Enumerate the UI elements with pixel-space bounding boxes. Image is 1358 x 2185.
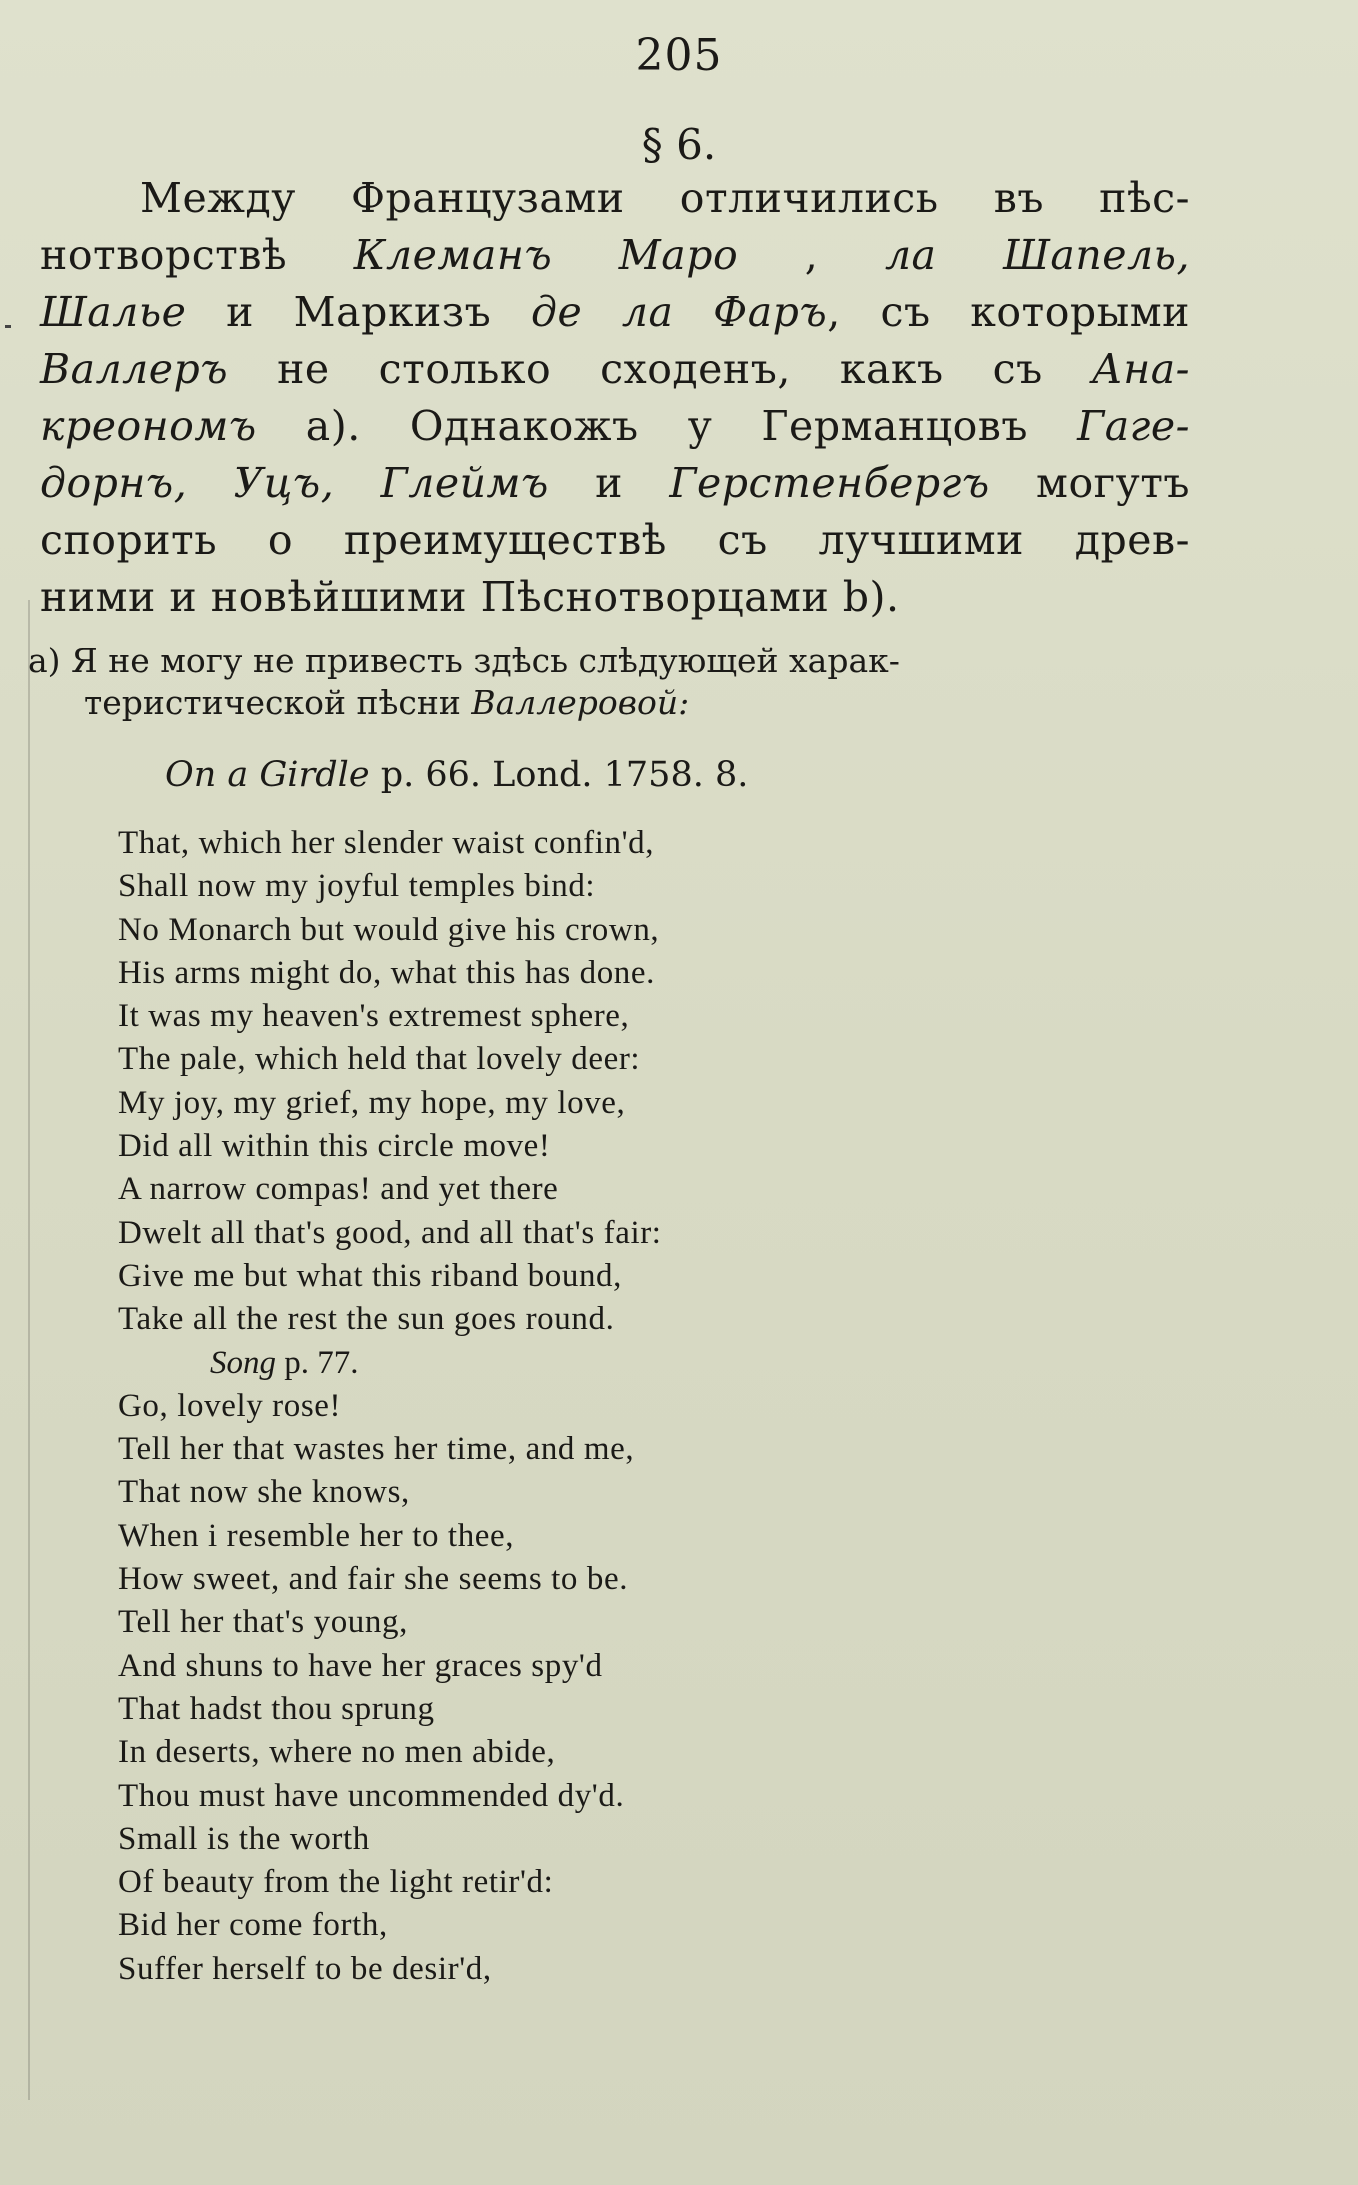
poem-line: Dwelt all that's good, and all that's fair: [118,1214,662,1251]
poem-line: That, which her slender waist confin'd, [118,825,655,861]
footnote-text-1: Я не могу не привесть здѣсь слѣдующей харак- [71,641,900,680]
italic-name: дорнъ, Уцъ, Глеймъ [40,459,549,507]
poem-line: When i resemble her to thee, [118,1517,515,1554]
main-text-line [40,227,1190,284]
footnote-author: Валлеровой: [471,683,690,722]
main-text-line [40,455,1190,512]
poem-line: Bid her come forth, [118,1907,388,1944]
poem-line: Give me but what this riband bound, [118,1257,623,1294]
poem-line: And shuns to have her graces spy'd [118,1647,603,1684]
italic-name: Валлеръ [40,345,229,393]
song-heading [118,1342,662,1385]
text-run: и Маркизъ [186,288,531,336]
poem-line: Tell her that wastes her time, and me, [118,1431,635,1468]
footnote-line-2 [28,682,1188,724]
text-run: , съ которыми [827,288,1191,336]
text-run: и [548,459,670,507]
footnote [28,640,1188,724]
text-run: нотворствѣ [40,231,354,279]
italic-name: Гаге- [1077,402,1190,450]
text-run: а). Однакожъ у Германцовъ [256,402,1078,450]
poem-line: Go, lovely rose! [118,1387,342,1424]
poem-line: My joy, my grief, my hope, my love, [118,1084,626,1121]
song-title: Song [210,1344,276,1381]
text-run: ними и новѣйшими Пѣснотворцами b). [40,573,900,621]
page-number: 205 [635,30,723,81]
poem-line: Take all the rest the sun goes round. [118,1301,615,1338]
poem-line: That hadst thou sprung [118,1690,435,1727]
italic-name: Ана- [1091,345,1190,393]
poem-line: How sweet, and fair she seems to be. [118,1561,629,1598]
section-heading: § 6. [641,120,717,169]
text-run: Между Французами отличились въ пѣс- [140,174,1190,222]
poem-heading [165,755,748,795]
poem-line: The pale, which held that lovely deer: [118,1041,641,1078]
main-text-line [40,341,1190,398]
main-text-line [40,569,1190,626]
italic-name: креономъ [40,402,257,450]
main-text-line [40,512,1190,569]
italic-name: Шалье [40,288,187,336]
footnote-text-2: теристической пѣсни [84,683,472,722]
poem-title: On a Girdle [165,755,370,795]
text-run: , [738,231,885,279]
poem-line: Suffer herself to be desir'd, [118,1950,492,1987]
italic-name: Клеманъ Маро [353,231,739,279]
footnote-line-1 [28,640,1188,682]
text-run: спорить о преимуществѣ съ лучшими древ- [40,516,1190,564]
footnote-marker: a) [28,641,61,680]
italic-name: де ла Фаръ [530,288,828,336]
poem-line: Did all within this circle move! [118,1128,551,1165]
main-paragraph [40,170,1190,626]
text-run: не столько сходенъ, какъ съ [228,345,1092,393]
song-reference: p. 77. [276,1344,359,1381]
poem-line: Small is the worth [118,1820,370,1857]
poem-line: Of beauty from the light retir'd: [118,1864,554,1901]
main-text-line [40,170,1190,227]
poem-line: No Monarch but would give his crown, [118,911,660,948]
poem-line: Tell her that's young, [118,1604,408,1641]
margin-mark [5,325,11,328]
text-run: могутъ [989,459,1190,507]
italic-name: Герстенбергъ [669,459,990,507]
poem-line: In deserts, where no men abide, [118,1734,556,1771]
poem-body [118,822,662,1991]
main-text-line [40,398,1190,455]
main-text-line [40,284,1190,341]
poem-line: Thou must have uncommended dy'd. [118,1777,625,1814]
italic-name: ла Шапель, [884,231,1190,279]
poem-line: It was my heaven's extremest sphere, [118,998,630,1035]
poem-line: That now she knows, [118,1474,410,1511]
poem-line: His arms might do, what this has done. [118,954,656,991]
poem-line: A narrow compas! and yet there [118,1171,559,1208]
poem-line: Shall now my joyful temples bind: [118,868,596,905]
poem-reference: p. 66. Lond. 1758. 8. [369,755,749,795]
